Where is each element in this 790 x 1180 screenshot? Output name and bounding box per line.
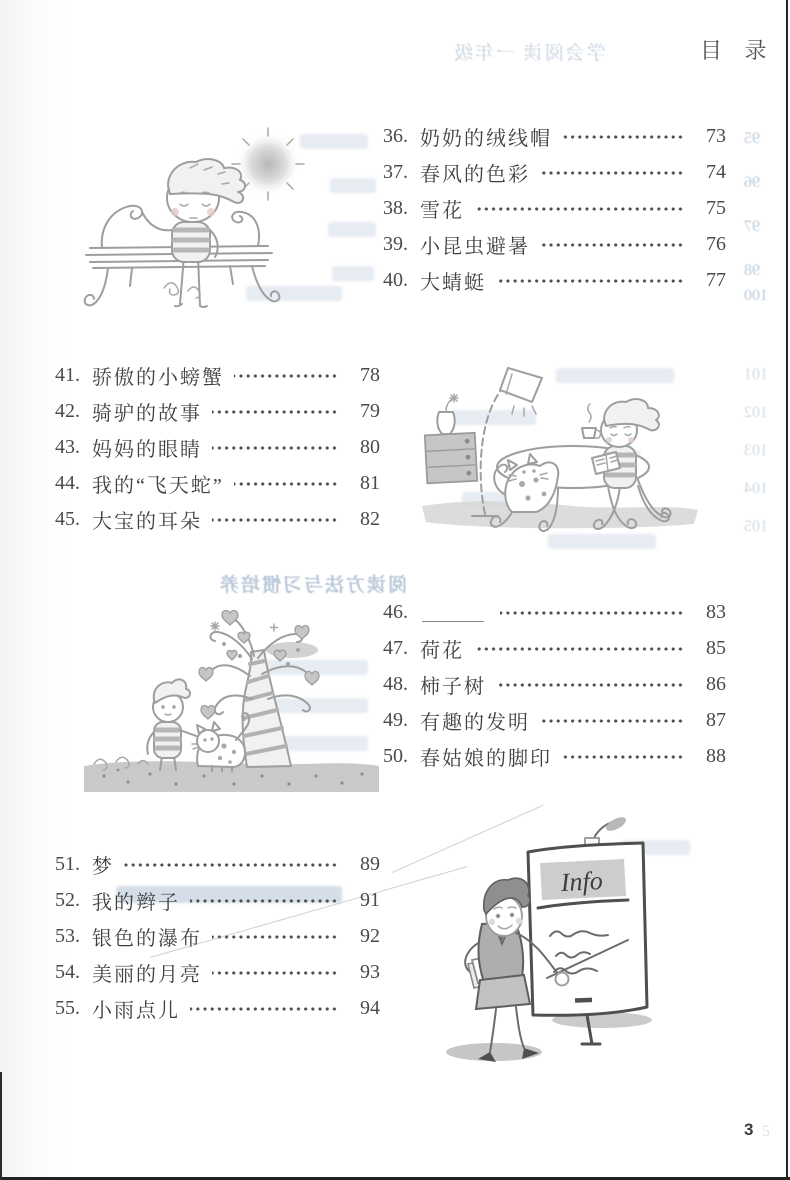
- toc-entry-number: 54.: [55, 960, 80, 983]
- toc-entry-page: 93: [360, 960, 380, 983]
- dot-leader: [212, 511, 338, 529]
- toc-entry-41[interactable]: [55, 357, 380, 393]
- page-title: 目 录: [700, 38, 769, 63]
- toc-entry-44[interactable]: [55, 465, 380, 501]
- toc-entry-title: 骄傲的小螃蟹: [92, 366, 224, 389]
- toc-entry-page: 75: [706, 196, 726, 219]
- bleedthrough-number: 102: [744, 404, 768, 421]
- bleedthrough-number: 98: [744, 262, 760, 279]
- toc-entry-title: 大宝的耳朵: [92, 510, 202, 533]
- flipchart: [528, 814, 647, 1044]
- toc-entry-page: 83: [706, 600, 726, 623]
- cup: [582, 404, 601, 438]
- cloud: [266, 642, 318, 658]
- toc-entry-title: 梦: [92, 855, 114, 878]
- dot-leader: [496, 676, 684, 694]
- illustration-child-on-bench: [72, 126, 377, 341]
- bleedthrough-number: 95: [744, 130, 760, 147]
- toc-entry-title: 妈妈的眼睛: [92, 438, 202, 461]
- toc-entry-number: 55.: [55, 996, 80, 1019]
- toc-entry-page: 92: [360, 924, 380, 947]
- toc-entry-number: 42.: [55, 399, 80, 422]
- dot-leader: [540, 236, 684, 254]
- toc-entry-number: 53.: [55, 924, 80, 947]
- toc-entry-title: 奶奶的绒线帽: [420, 127, 552, 150]
- toc-entry-title: 有趣的发明: [420, 711, 530, 734]
- toc-entry-title: 雪花: [420, 199, 464, 222]
- dot-leader: [540, 164, 684, 182]
- toc-entry-page: 91: [360, 888, 380, 911]
- toc-group-46-50: [383, 594, 726, 774]
- toc-entry-54[interactable]: [55, 954, 380, 990]
- dot-leader: [212, 439, 338, 457]
- toc-entry-title: 银色的瀑布: [92, 927, 202, 950]
- toc-entry-42[interactable]: [55, 393, 380, 429]
- toc-entry-title: 小昆虫避暑: [420, 235, 530, 258]
- dot-leader: [500, 604, 684, 622]
- toc-entry-page: 94: [360, 996, 380, 1019]
- toc-entry-page: 80: [360, 435, 380, 458]
- toc-entry-45[interactable]: [55, 501, 380, 537]
- toc-entry-title: 荷花: [420, 639, 464, 662]
- toc-entry-title: 春风的色彩: [420, 163, 530, 186]
- toc-entry-title: 春姑娘的脚印: [420, 747, 552, 770]
- toc-entry-40[interactable]: [383, 262, 726, 298]
- toc-entry-page: 73: [706, 124, 726, 147]
- toc-entry-55[interactable]: [55, 990, 380, 1026]
- toc-entry-number: 51.: [55, 852, 80, 875]
- toc-entry-number: 47.: [383, 636, 408, 659]
- toc-entry-number: 37.: [383, 160, 408, 183]
- dot-leader: [190, 1000, 338, 1018]
- dot-leader: [474, 200, 684, 218]
- dot-leader: [474, 640, 684, 658]
- toc-entry-number: 52.: [55, 888, 80, 911]
- toc-entry-number: 44.: [55, 471, 80, 494]
- toc-entry-page: 78: [360, 363, 380, 386]
- toc-entry-page: 85: [706, 636, 726, 659]
- toc-entry-number: 45.: [55, 507, 80, 530]
- toc-entry-43[interactable]: [55, 429, 380, 465]
- toc-entry-46[interactable]: [383, 594, 726, 630]
- bleedthrough-header-text: 学会阅读 一年级: [452, 43, 606, 64]
- page-number-ghost: 5: [762, 1123, 770, 1140]
- dot-leader: [234, 475, 338, 493]
- toc-entry-title: 大蜻蜓: [420, 271, 486, 294]
- vase-flower: [437, 394, 458, 434]
- toc-group-41-45: [55, 357, 380, 537]
- cat: [192, 713, 249, 771]
- dot-leader: [212, 928, 338, 946]
- toc-entry-title: 美丽的月亮: [92, 963, 202, 986]
- illustration-child-cat-tree: [84, 604, 379, 799]
- bleedthrough-number: 104: [744, 480, 768, 497]
- toc-entry-50[interactable]: [383, 738, 726, 774]
- illustration-child-reading-table: [412, 354, 707, 544]
- toc-entry-title: 我的辫子: [92, 891, 180, 914]
- toc-entry-title: 我的“飞天蛇”: [92, 474, 224, 497]
- flipchart-title-text: Info: [560, 865, 604, 898]
- toc-entry-52[interactable]: [55, 882, 380, 918]
- toc-entry-53[interactable]: [55, 918, 380, 954]
- toc-entry-number: 36.: [383, 124, 408, 147]
- toc-entry-page: 82: [360, 507, 380, 530]
- toc-entry-number: 48.: [383, 672, 408, 695]
- bleedthrough-number: 100: [744, 287, 768, 304]
- toc-entry-39[interactable]: [383, 226, 726, 262]
- bleedthrough-number: 97: [744, 218, 760, 235]
- toc-entry-number: 50.: [383, 744, 408, 767]
- toc-blank-title-line: [422, 609, 484, 622]
- child: [142, 159, 245, 307]
- toc-entry-number: 39.: [383, 232, 408, 255]
- bleedthrough-number: 96: [744, 174, 760, 191]
- toc-entry-51[interactable]: [55, 846, 380, 882]
- bleedthrough-section-text: 阅读方法与习惯培养: [218, 575, 408, 596]
- ground-shadow: [422, 501, 698, 528]
- illustration-presenter-flipchart: [432, 812, 707, 1072]
- toc-entry-page: 81: [360, 471, 380, 494]
- toc-entry-38[interactable]: [383, 190, 726, 226]
- toc-entry-number: 38.: [383, 196, 408, 219]
- toc-entry-number: 40.: [383, 268, 408, 291]
- dot-leader: [496, 272, 684, 290]
- toc-entry-number: 46.: [383, 600, 408, 623]
- toc-entry-36[interactable]: [383, 118, 726, 154]
- toc-entry-title: 柿子树: [420, 675, 486, 698]
- dresser: [425, 433, 477, 484]
- toc-entry-page: 74: [706, 160, 726, 183]
- toc-entry-49[interactable]: [383, 702, 726, 738]
- toc-entry-37[interactable]: [383, 154, 726, 190]
- toc-entry-page: 88: [706, 744, 726, 767]
- toc-entry-47[interactable]: [383, 630, 726, 666]
- dot-leader: [540, 712, 684, 730]
- dot-leader: [190, 892, 338, 910]
- dot-leader: [234, 367, 338, 385]
- toc-entry-title: 骑驴的故事: [92, 402, 202, 425]
- toc-group-51-55: [55, 846, 380, 1026]
- toc-entry-number: 43.: [55, 435, 80, 458]
- toc-entry-page: 86: [706, 672, 726, 695]
- dot-leader: [562, 128, 684, 146]
- toc-entry-title: 小雨点儿: [92, 999, 180, 1022]
- toc-entry-48[interactable]: [383, 666, 726, 702]
- scan-edge-left: [0, 1072, 2, 1180]
- toc-entry-number: 41.: [55, 363, 80, 386]
- toc-group-36-40: [383, 118, 726, 298]
- dot-leader: [212, 403, 338, 421]
- toc-entry-page: 89: [360, 852, 380, 875]
- bleedthrough-number: 105: [744, 518, 768, 535]
- toc-entry-page: 87: [706, 708, 726, 731]
- dot-leader: [124, 856, 338, 874]
- dot-leader: [562, 748, 684, 766]
- bleedthrough-number: 101: [744, 366, 768, 383]
- toc-entry-page: 79: [360, 399, 380, 422]
- page-number: 3: [744, 1120, 754, 1139]
- toc-entry-number: 49.: [383, 708, 408, 731]
- toc-entry-page: 77: [706, 268, 726, 291]
- scan-edge-right: [786, 0, 788, 1180]
- dot-leader: [212, 964, 338, 982]
- bleedthrough-number: 103: [744, 442, 768, 459]
- toc-entry-page: 76: [706, 232, 726, 255]
